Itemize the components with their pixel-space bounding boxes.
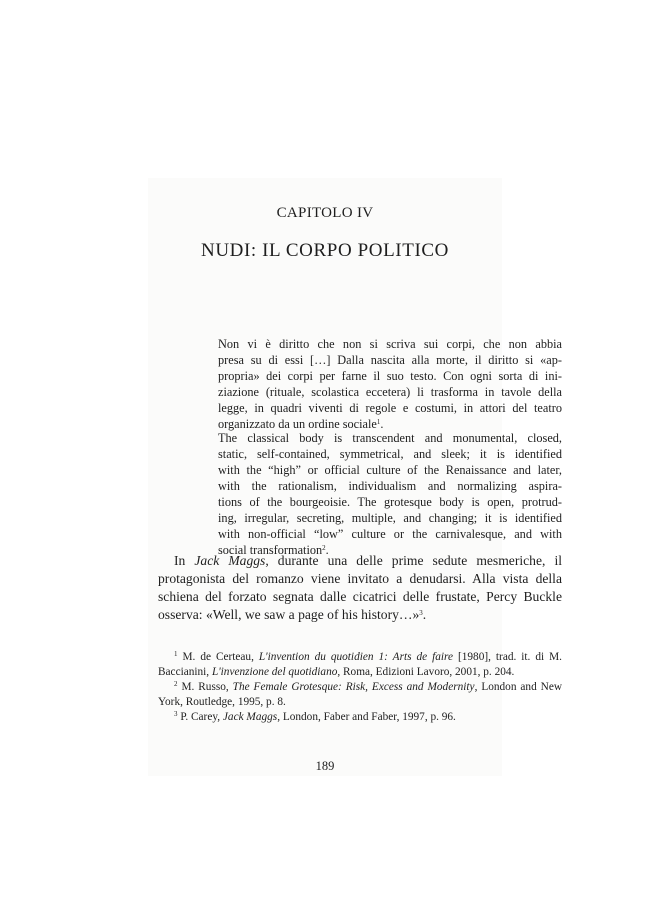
chapter-title: NUDI: IL CORPO POLITICO — [201, 240, 449, 261]
body-line: protagonista del romanzo viene invitato a denudarsi. Alla vista della — [158, 571, 562, 586]
epigraph-line: ziazione (rituale, scolastica eccetera) li trasforma in tavole della — [218, 385, 562, 399]
footnote-text: M. de Certeau, — [177, 651, 259, 663]
footnote-title: The Female Grotesque: Risk, Excess and Modernity — [232, 681, 475, 693]
book-title: Jack Maggs — [194, 553, 266, 568]
epigraph-line: with the “high” or official culture of the Renaissance and later, — [218, 463, 562, 477]
footnote-1-cont — [158, 665, 562, 680]
epigraph-certeau — [218, 336, 562, 432]
epigraph-line: legge, in quadri viventi di regole e costumi, in attori del teatro — [218, 401, 562, 415]
footnote-3 — [158, 710, 562, 725]
epigraph-russo — [218, 430, 562, 558]
footnote-2 — [158, 680, 562, 695]
epigraph-line-last: organizzato da un ordine sociale$^1$. — [218, 417, 384, 431]
footnote-ref[interactable]: 3 — [419, 609, 423, 617]
epigraph-line: ing, irregular, secreting, multiple, and changing; it is identified — [218, 511, 562, 525]
epigraph-line: with non-official “low” culture or the carnivalesque, and with — [218, 527, 562, 541]
epigraph-text: social transformation — [218, 543, 323, 557]
footnote-marker: 1 — [174, 650, 178, 658]
page-number: 189 — [315, 759, 335, 773]
epigraph-line: with the rationalism, individualism and normalizing aspira- — [218, 479, 562, 493]
epigraph-line: presa su di essi […] Dalla nascita alla morte, il diritto si «ap- — [218, 353, 562, 367]
footnote-text: Baccianini, — [158, 666, 212, 678]
footnote-text: P. Carey, — [177, 711, 223, 723]
footnote-text: , London, Faber and Faber, 1997, p. 96. — [277, 711, 456, 723]
chapter-number: CAPITOLO IV — [276, 205, 374, 221]
footnote-1 — [158, 650, 562, 665]
body-paragraph — [158, 552, 562, 624]
body-text: osserva: «Well, we saw a page of his history…» — [158, 607, 420, 622]
footnote-title: L'invenzione del quotidiano — [211, 666, 338, 678]
footnote-title: Jack Maggs — [222, 711, 278, 723]
body-line — [158, 552, 562, 570]
body-line-last: osserva: «Well, we saw a page of his history…»$^3$. — [158, 607, 427, 622]
body-text: In — [174, 553, 195, 568]
body-line: schiena del forzato segnata dalle cicatrici delle frustate, Percy Buckle — [158, 589, 562, 604]
epigraph-line: static, self-contained, symmetrical, and sleek; it is identified — [218, 447, 562, 461]
footnote-text: [1980], trad. it. di M. — [453, 651, 562, 663]
footnote-marker: 2 — [174, 680, 178, 688]
epigraph-line: tions of the bourgeoisie. The grotesque body is open, protrud- — [218, 495, 562, 509]
footnote-ref[interactable]: 1 — [376, 418, 381, 426]
footnotes — [158, 650, 562, 725]
footnote-marker: 3 — [174, 710, 178, 718]
epigraph-line-last: social transformation$^2$. — [218, 543, 329, 557]
footnote-title: L'invention du quotidien 1: Arts de faire — [258, 651, 454, 663]
footnote-text: , London and New — [474, 681, 562, 693]
epigraph-text: organizzato da un ordine sociale — [218, 417, 377, 431]
body-text: , durante una delle prime sedute mesmeriche, il — [265, 553, 562, 568]
epigraph-line: Non vi è diritto che non si scriva sui corpi, che non abbia — [218, 337, 562, 351]
epigraph-line: propria» dei corpi per farne il suo testo. Con ogni sorta di ini- — [218, 369, 562, 383]
epigraph-line: The classical body is transcendent and monumental, closed, — [218, 431, 562, 445]
footnote-text: , Roma, Edizioni Lavoro, 2001, p. 204. — [337, 666, 515, 678]
footnote-text: M. Russo, — [177, 681, 233, 693]
footnote-ref[interactable]: 2 — [322, 544, 326, 552]
footnote-2-cont: York, Routledge, 1995, p. 8. — [158, 696, 286, 708]
